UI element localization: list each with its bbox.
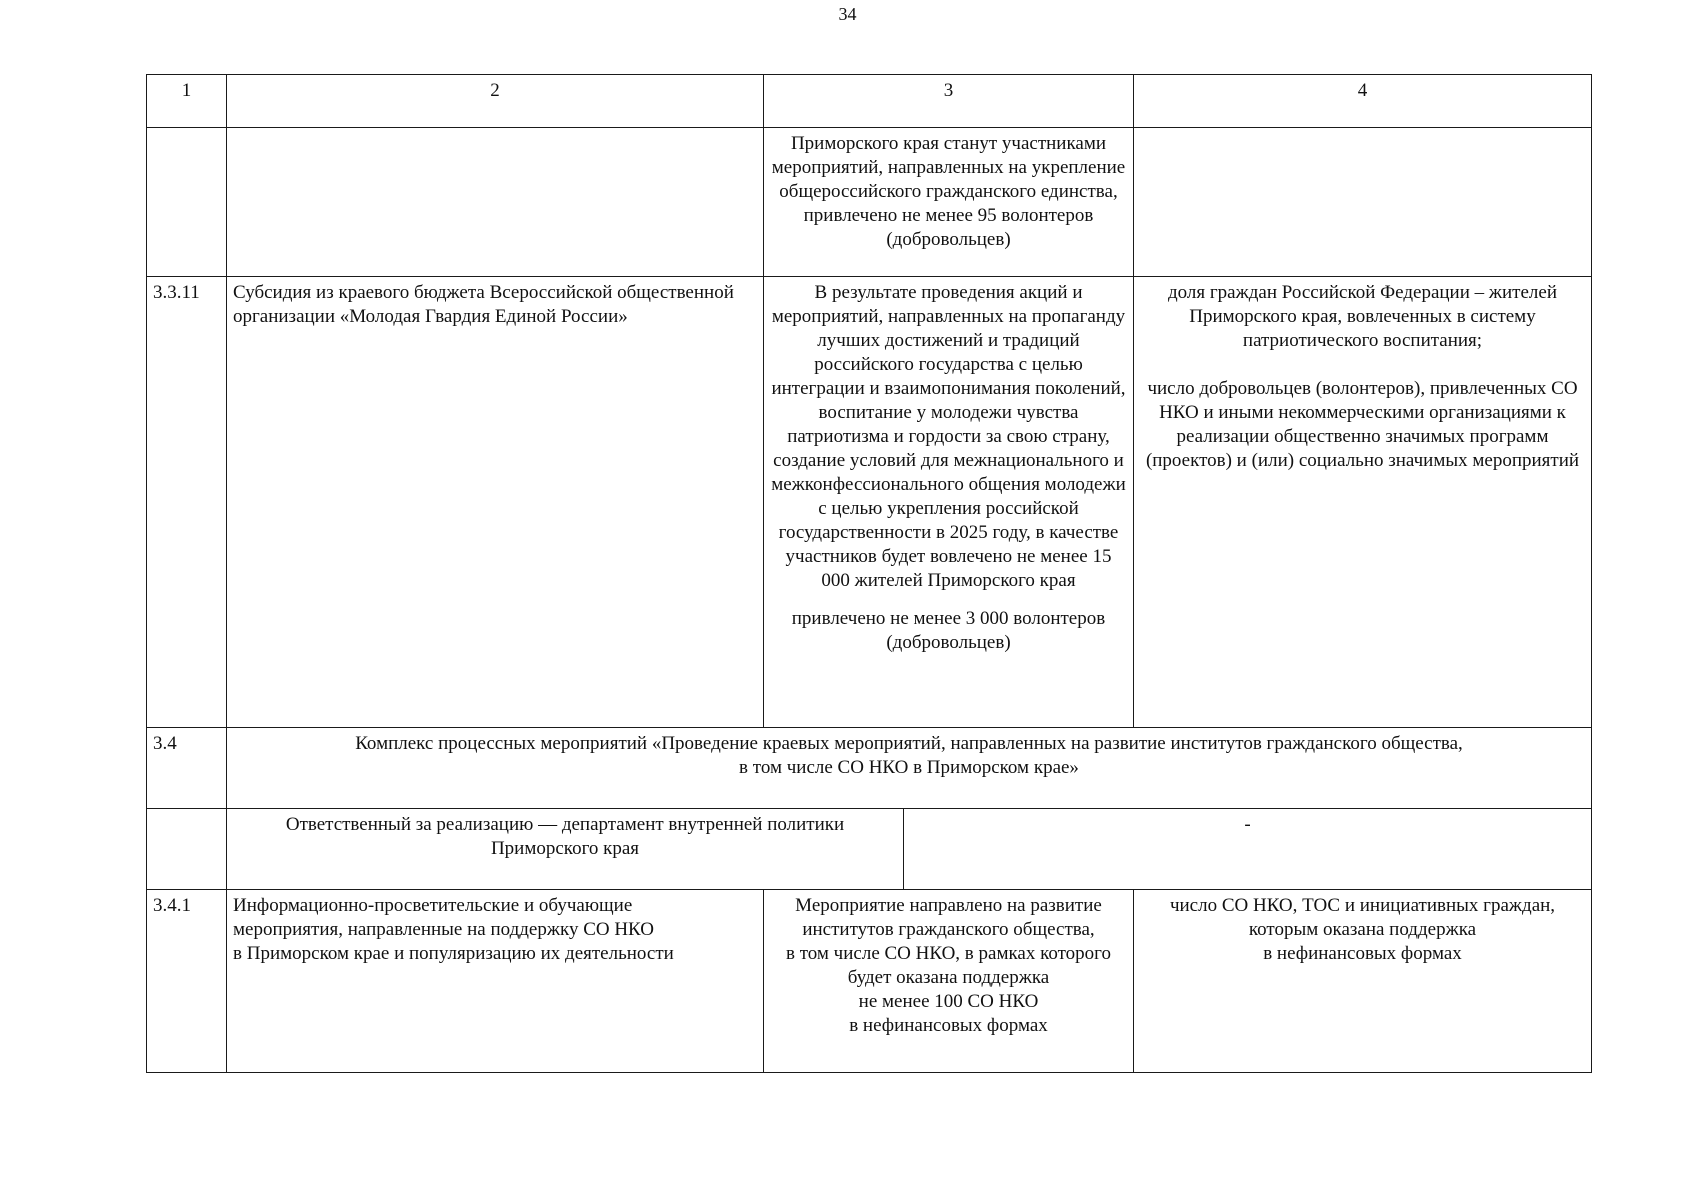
continuation-name-cell — [227, 128, 764, 277]
row-number: 3.4.1 — [147, 890, 227, 1073]
section-title-line-2: в том числе СО НКО в Приморском крае» — [739, 757, 1079, 778]
row-number: 3.3.11 — [147, 277, 227, 728]
header-col-1: 1 — [147, 75, 227, 128]
responsible-label-line-2: Приморского края — [490, 838, 640, 859]
continuation-number-cell — [147, 128, 227, 277]
event-name-line-3: в Приморском крае и популяризацию их деятельности — [233, 943, 674, 964]
expected-result-part-1: В результате проведения акций и мероприятий, направленных на пропаганду лучших достижений и традиций российского государства с целью интеграции и взаимопонимания поколений, воспитание у молодежи чувства патриотизма и гордости за свою страну, создание условий для межнационального и межконфессионального общения молодежи с целью укрепления российской государственности в 2025 году, в качестве участников будет вовлечено не менее 15 000 жителей Приморского края — [771, 282, 1126, 591]
expected-result-line-3: в том числе СО НКО, в рамках которого — [786, 943, 1111, 964]
indicator — [1134, 890, 1592, 1073]
row-number: 3.4 — [147, 728, 227, 809]
indicator — [1134, 277, 1592, 728]
event-name-line-1: Информационно-просветительские и обучающие — [233, 895, 633, 916]
event-name-line-2: мероприятия, направленные на поддержку СО НКО — [233, 919, 654, 940]
document-table — [146, 74, 1592, 1073]
expected-result-part-2: привлечено не менее 3 000 волонтеров (добровольцев) — [791, 608, 1106, 653]
responsible-label — [227, 809, 904, 890]
responsible-label-line-1: Ответственный за реализацию — департамент внутренней политики — [285, 814, 845, 835]
expected-result-line-2: институтов гражданского общества, — [802, 919, 1095, 940]
section-title-line-1: Комплекс процессных мероприятий «Проведение краевых мероприятий, направленных на развитие институтов гражданского общества, — [355, 733, 1463, 754]
indicator-line-1: число СО НКО, ТОС и инициативных граждан, — [1169, 895, 1556, 916]
expected-result-line-4: будет оказана поддержка — [847, 967, 1050, 988]
continuation-result-cell: Приморского края станут участниками мероприятий, направленных на укрепление общероссийского гражданского единства, привлечено не менее 95 волонтеров (добровольцев) — [764, 128, 1134, 277]
table-header-row — [147, 75, 1592, 128]
expected-result — [764, 890, 1134, 1073]
indicator-part-2: число добровольцев (волонтеров), привлеченных СО НКО и иными некоммерческими организациями к реализации общественно значимых программ (проектов) и (или) социально значимых мероприятий — [1145, 378, 1580, 471]
table-row-continuation — [147, 128, 1592, 277]
indicator-line-2: которым оказана поддержка — [1248, 919, 1477, 940]
expected-result — [764, 277, 1134, 728]
table-row-3-3-11 — [147, 277, 1592, 728]
table-row-responsible — [147, 809, 1592, 890]
event-name — [227, 890, 764, 1073]
table-row-3-4-1 — [147, 890, 1592, 1073]
section-title — [227, 728, 1592, 809]
event-name: Субсидия из краевого бюджета Всероссийской общественной организации «Молодая Гвардия Единой России» — [227, 277, 764, 728]
continuation-indicator-cell — [1134, 128, 1592, 277]
header-col-3: 3 — [764, 75, 1134, 128]
expected-result-line-6: в нефинансовых формах — [849, 1015, 1048, 1036]
header-col-4: 4 — [1134, 75, 1592, 128]
table-row-3-4 — [147, 728, 1592, 809]
responsible-number-cell — [147, 809, 227, 890]
expected-result-line-1: Мероприятие направлено на развитие — [795, 895, 1102, 916]
header-col-2: 2 — [227, 75, 764, 128]
page-number: 34 — [838, 4, 857, 24]
indicator-line-3: в нефинансовых формах — [1263, 943, 1462, 964]
expected-result-line-5: не менее 100 СО НКО — [858, 991, 1039, 1012]
responsible-value: - — [904, 809, 1592, 890]
indicator-part-1: доля граждан Российской Федерации – жителей Приморского края, вовлеченных в систему патриотического воспитания; — [1168, 282, 1557, 351]
